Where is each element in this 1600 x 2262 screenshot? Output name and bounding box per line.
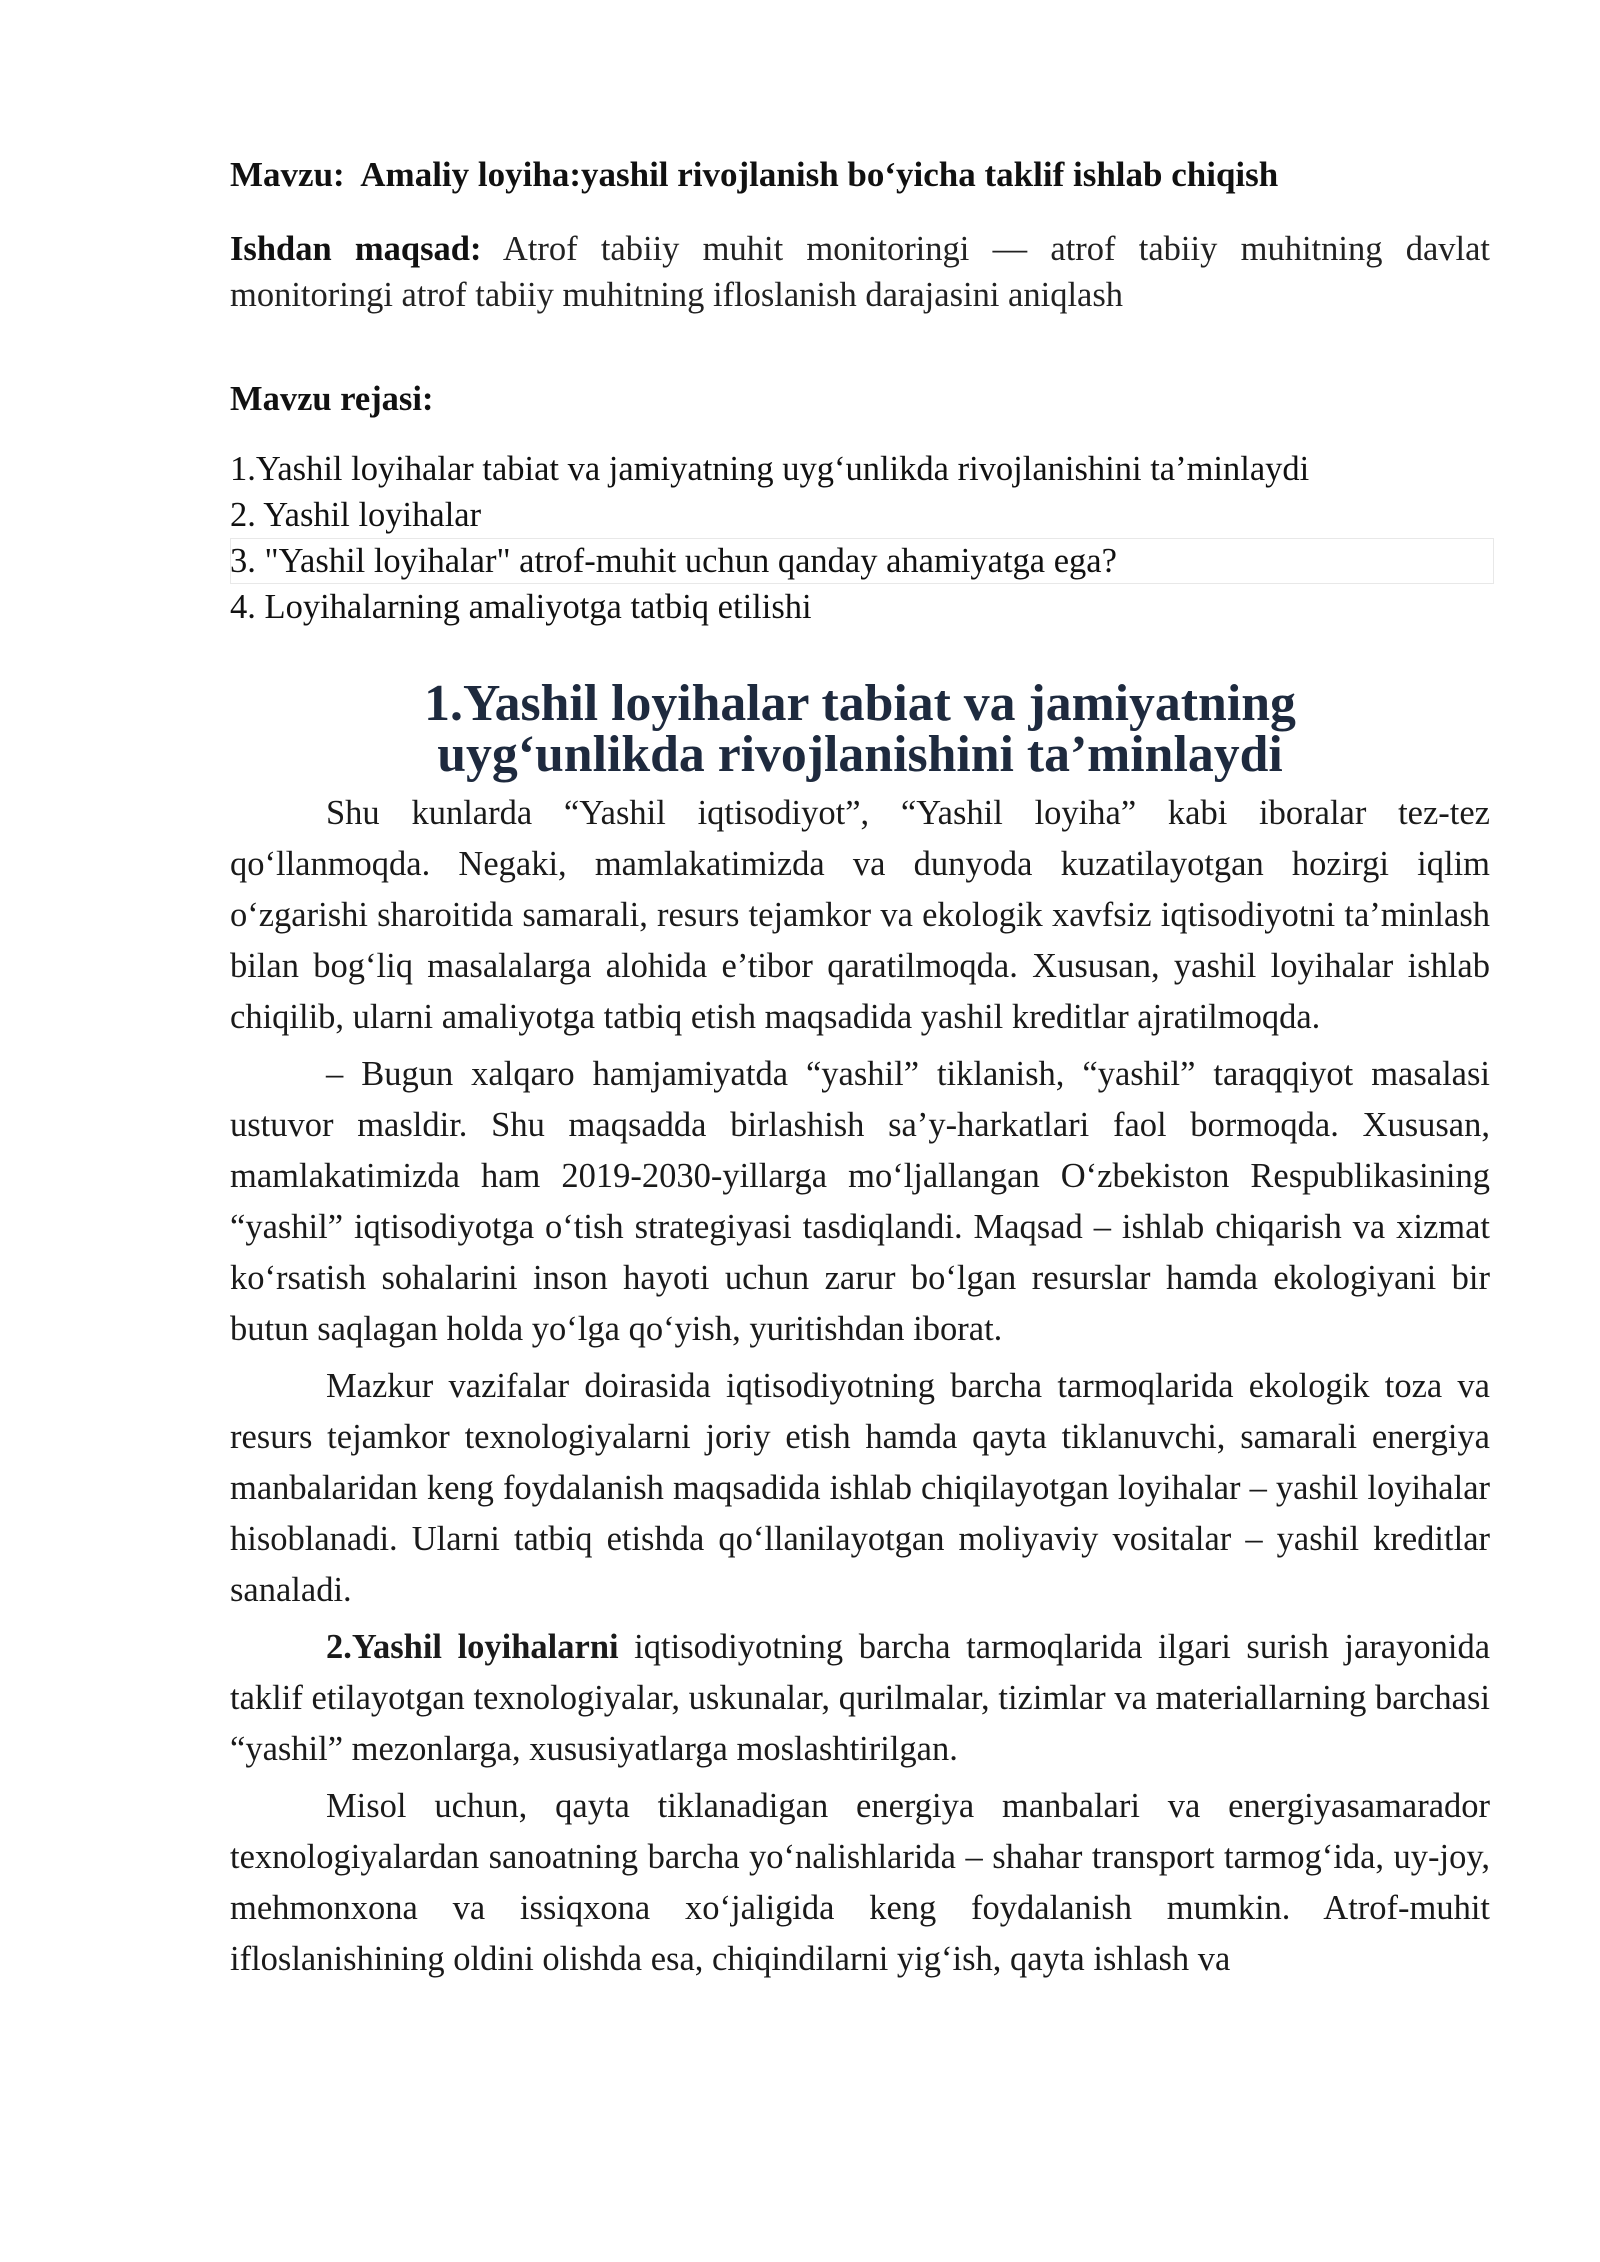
plan-item-1: 1.Yashil loyihalar tabiat va jamiyatning uyg‘unlikda rivojlanishini ta’minlaydi — [230, 450, 1310, 488]
plan-item-2: 2. Yashil loyihalar — [230, 496, 482, 534]
topic-title: Amaliy loyiha:yashil rivojlanish bo‘yicha taklif ishlab chiqish — [360, 155, 1279, 194]
goal-text: Atrof tabiiy muhit monitoringi — atrof tabiiy muhitning davlat monitoringi atrof tabiiy muhitning ifloslanish darajasini aniqlash — [230, 230, 1491, 314]
paragraph-4 — [230, 1622, 1490, 1775]
plan-item-3: 3. "Yashil loyihalar" atrof-muhit uchun qanday ahamiyatga ega? — [230, 538, 1490, 584]
goal-paragraph — [230, 226, 1490, 318]
paragraph-4-text: iqtisodiyotning barcha tarmoqlarida ilgari surish jarayonida taklif etilayotgan texnologiyalar, uskunalar, qurilmalar, tizimlar va materiallarning barchasi “yashil” mezonlarga, xususiyatlarga moslashtirilgan. — [230, 1628, 1491, 1768]
topic-line — [230, 150, 1490, 200]
paragraph-3: Mazkur vazifalar doirasida iqtisodiyotning barcha tarmoqlarida ekologik toza va resurs tejamkor texnologiyalarni joriy etish hamda qayta tiklanuvchi, samarali energiya manbalaridan keng foydalanish maqsadida ishlab chiqilayotgan loyihalar – yashil loyihalar hisoblanadi. Ularni tatbiq etishda qo‘llanilayotgan moliyaviy vositalar – yashil kreditlar sanaladi. — [230, 1367, 1490, 1609]
plan-list — [230, 446, 1490, 630]
plan-heading: Mavzu rejasi: — [230, 380, 434, 418]
paragraph-2: – Bugun xalqaro hamjamiyatda “yashil” tiklanish, “yashil” taraqqiyot masalasi ustuvor masldir. Shu maqsadda birlashish sa’y-harkatlari faol bormoqda. Xususan, mamlakatimizda ham 2019-2030-yillarga mo‘ljallangan O‘zbekiston Respublikasining “yashil” iqtisodiyotga o‘tish strategiyasi tasdiqlandi. Maqsad – ishlab chiqarish va xizmat ko‘rsatish sohalarini inson hayoti uchun zarur bo‘lgan resurslar hamda ekologiyani bir butun saqlagan holda yo‘lga qo‘yish, yuritishdan iborat. — [230, 1055, 1490, 1348]
topic-label: Mavzu: — [230, 155, 345, 194]
section-1-heading: 1.Yashil loyihalar tabiat va jamiyatning uyg‘unlikda rivojlanishini ta’minlaydi — [424, 675, 1296, 783]
document-body — [230, 150, 1490, 1991]
goal-label: Ishdan maqsad: — [230, 230, 482, 268]
paragraph-4-bold-lead: 2.Yashil loyihalarni — [326, 1628, 619, 1666]
paragraph-5: Misol uchun, qayta tiklanadigan energiya manbalari va energiyasamarador texnologiyalardan sanoatning barcha yo‘nalishlarida – shahar transport tarmog‘ida, uy-joy, mehmonxona va issiqxona xo‘jaligida keng foydalanish mumkin. Atrof-muhit ifloslanishining oldini olishda esa, chiqindilarni yig‘ish, qayta ishlash va — [230, 1787, 1490, 1978]
paragraph-1: Shu kunlarda “Yashil iqtisodiyot”, “Yashil loyiha” kabi iboralar tez-tez qo‘llanmoqda. Negaki, mamlakatimizda va dunyoda kuzatilayotgan hozirgi iqlim o‘zgarishi sharoitida samarali, resurs tejamkor va ekologik xavfsiz iqtisodiyotni ta’minlash bilan bog‘liq masalalarga alohida e’tibor qaratilmoqda. Xususan, yashil loyihalar ishlab chiqilib, ularni amaliyotga tatbiq etish maqsadida yashil kreditlar ajratilmoqda. — [230, 794, 1490, 1036]
plan-item-4: 4. Loyihalarning amaliyotga tatbiq etilishi — [230, 588, 812, 626]
